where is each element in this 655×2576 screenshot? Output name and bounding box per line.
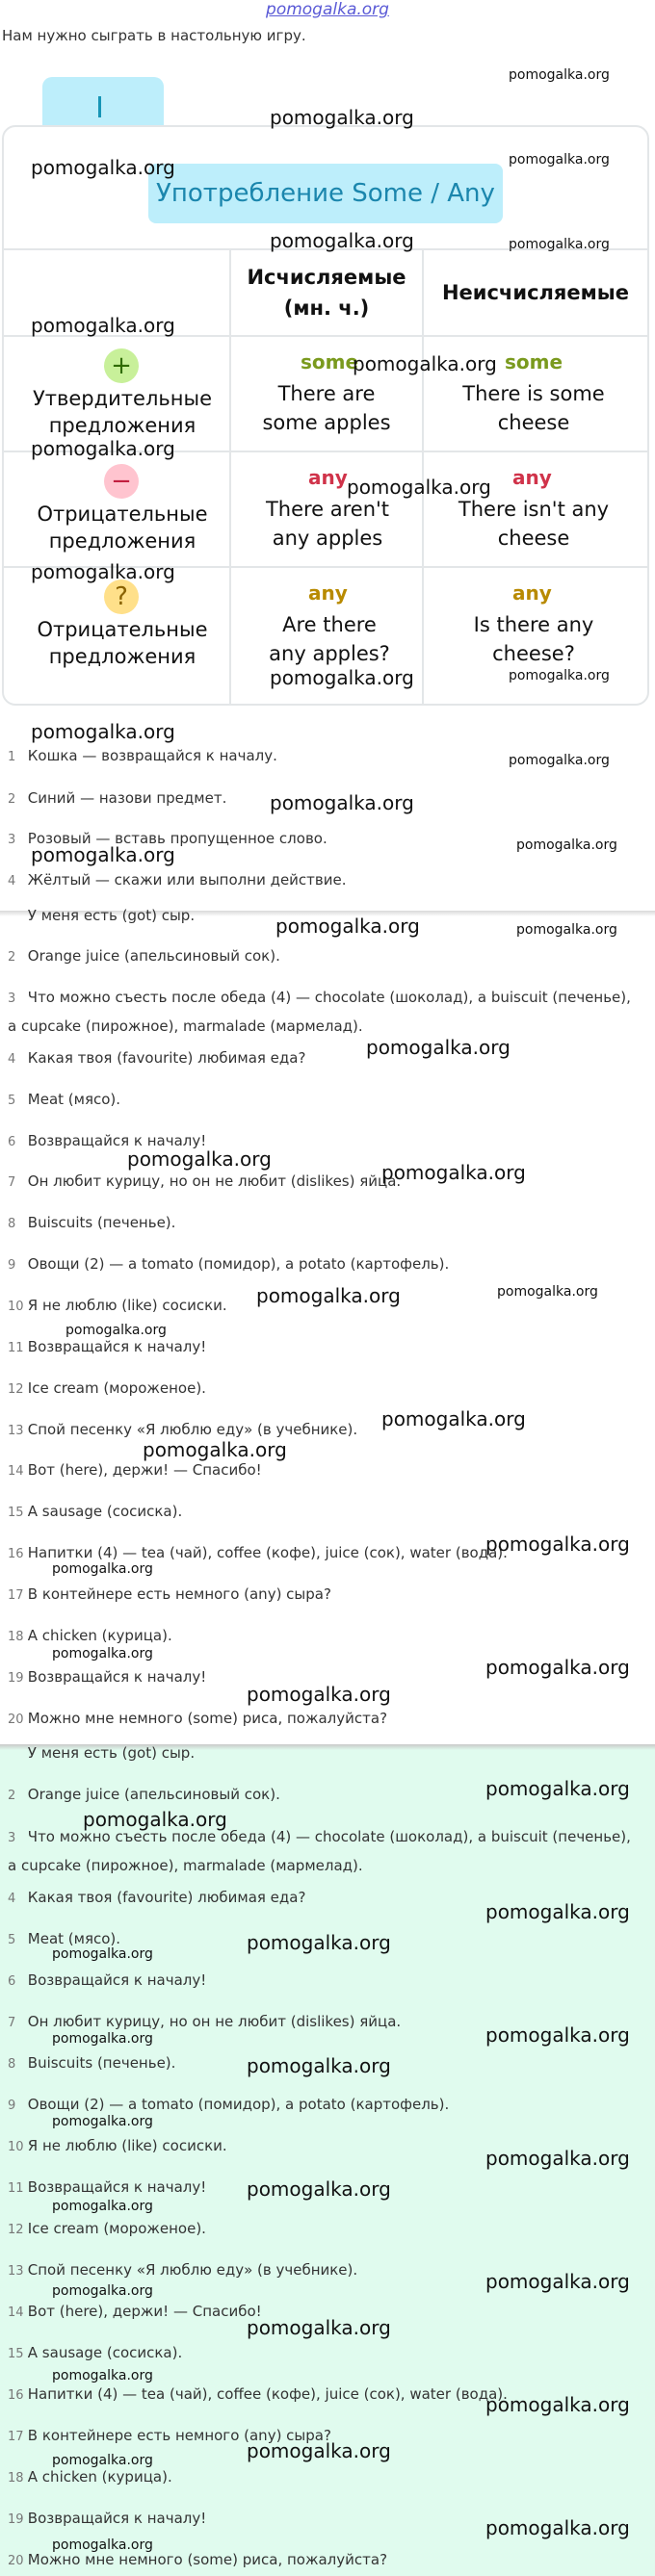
watermark: pomogalka.org: [52, 1561, 153, 1577]
watermark: pomogalka.org: [52, 1646, 153, 1662]
list-item: 3 Розовый — вставь пропущенное слово.: [8, 830, 328, 847]
list-item: 17 В контейнере есть немного (any) сыра?: [8, 1585, 331, 1603]
list-item: 12 Ice cream (мороженое).: [8, 1379, 206, 1397]
watermark: pomogalka.org: [485, 2393, 630, 2416]
watermark: pomogalka.org: [509, 668, 610, 683]
list-item: 9 Овощи (2) — a tomato (помидор), a potato (картофель).: [8, 1255, 450, 1273]
watermark: pomogalka.org: [52, 2537, 153, 2553]
watermark: pomogalka.org: [353, 352, 497, 375]
watermark: pomogalka.org: [497, 1284, 598, 1300]
watermark: pomogalka.org: [509, 237, 610, 252]
watermark: pomogalka.org: [275, 914, 420, 938]
plus-icon: +: [104, 348, 139, 383]
intro-text: Нам нужно сыграть в настольную игру.: [2, 27, 306, 44]
watermark: pomogalka.org: [127, 1147, 272, 1171]
list-item: 12 Ice cream (мороженое).: [8, 2220, 206, 2237]
list-item: 20 Можно мне немного (some) риса, пожалуйста?: [8, 2551, 388, 2568]
list-item: 3 Что можно съесть после обеда (4) — chocolate (шоколад), a buiscuit (печенье), a cupcake (пирожное), marmalade (мармелад).: [8, 989, 631, 1035]
watermark: pomogalka.org: [270, 791, 414, 814]
watermark: pomogalka.org: [516, 837, 617, 853]
watermark: pomogalka.org: [485, 2147, 630, 2170]
example-text: Are there any apples?: [269, 613, 390, 665]
watermark: pomogalka.org: [143, 1438, 287, 1461]
keyword-any: any: [308, 581, 348, 605]
example-text: Is there any cheese?: [473, 613, 594, 665]
watermark: pomogalka.org: [31, 560, 175, 583]
list-item: 4 Какая твоя (favourite) любимая еда?: [8, 1889, 306, 1906]
list-item: 8 Buiscuits (печенье).: [8, 2054, 176, 2072]
list-item: 17 В контейнере есть немного (any) сыра?: [8, 2427, 331, 2444]
list-item: 18 A chicken (курица).: [8, 2468, 172, 2486]
watermark: pomogalka.org: [509, 753, 610, 768]
watermark: pomogalka.org: [509, 67, 610, 83]
watermark: pomogalka.org: [31, 843, 175, 866]
question-icon: ?: [104, 580, 139, 614]
watermark: pomogalka.org: [52, 2199, 153, 2214]
watermark: pomogalka.org: [270, 106, 414, 129]
watermark: pomogalka.org: [485, 2270, 630, 2293]
list-item: 7 Он любит курицу, но он не любит (dislikes) яйца.: [8, 2013, 402, 2030]
keyword-any: any: [512, 466, 552, 489]
watermark: pomogalka.org: [485, 1533, 630, 1556]
list-item: 2 Orange juice (апельсиновый сок).: [8, 947, 280, 965]
list-item: 8 Buiscuits (печенье).: [8, 1214, 176, 1231]
watermark: pomogalka.org: [52, 2453, 153, 2468]
watermark: pomogalka.org: [516, 922, 617, 938]
list-item: 20 Можно мне немного (some) риса, пожалуйста?: [8, 1710, 388, 1727]
list-item: 19 Возвращайся к началу!: [8, 2510, 207, 2527]
list-item: 10 Я не люблю (like) сосиски.: [8, 1297, 227, 1314]
list-item: 13 Спой песенку «Я люблю еду» (в учебнике).: [8, 2261, 358, 2279]
watermark: pomogalka.org: [52, 2283, 153, 2299]
watermark: pomogalka.org: [485, 2023, 630, 2047]
watermark: pomogalka.org: [256, 1284, 401, 1307]
watermark: pomogalka.org: [509, 152, 610, 167]
list-item: У меня есть (got) сыр.: [27, 1744, 196, 1762]
row-label-negative: Отрицательные предложения: [37, 502, 208, 553]
list-item: У меня есть (got) сыр.: [27, 907, 196, 924]
list-item: 14 Вот (here), держи! — Спасибо!: [8, 2303, 262, 2320]
grammar-title: Употребление Some / Any: [148, 164, 503, 223]
column-header-uncountable: Неисчисляемые: [441, 281, 630, 304]
list-item: 2 Синий — назови предмет.: [8, 789, 227, 807]
watermark: pomogalka.org: [270, 666, 414, 689]
list-item: 18 A chicken (курица).: [8, 1627, 172, 1644]
list-item: 19 Возвращайся к началу!: [8, 1668, 207, 1686]
watermark: pomogalka.org: [31, 314, 175, 337]
watermark: pomogalka.org: [485, 1656, 630, 1679]
minus-icon: −: [104, 464, 139, 499]
watermark: pomogalka.org: [347, 476, 491, 499]
watermark: pomogalka.org: [52, 1946, 153, 1962]
list-item: 6 Возвращайся к началу!: [8, 1132, 207, 1149]
keyword-any: any: [308, 466, 348, 489]
list-item: 5 Meat (мясо).: [8, 1930, 121, 1947]
list-item: 13 Спой песенку «Я люблю еду» (в учебнике).: [8, 1421, 358, 1438]
tab-marker-icon: [98, 96, 101, 117]
list-item: 10 Я не люблю (like) сосиски.: [8, 2137, 227, 2154]
list-item: 7 Он любит курицу, но он не любит (dislikes) яйца.: [8, 1172, 402, 1190]
site-logo[interactable]: pomogalka.org: [266, 0, 389, 19]
list-item: 1 Кошка — возвращайся к началу.: [8, 747, 277, 764]
example-text: There isn't any cheese: [458, 498, 610, 550]
watermark: pomogalka.org: [52, 2368, 153, 2383]
watermark: pomogalka.org: [247, 2439, 391, 2462]
watermark: pomogalka.org: [247, 1931, 391, 1954]
row-label-question: Отрицательные предложения: [37, 618, 208, 668]
list-item: 9 Овощи (2) — a tomato (помидор), a potato (картофель).: [8, 2096, 450, 2113]
list-item: 11 Возвращайся к началу!: [8, 2178, 207, 2196]
watermark: pomogalka.org: [83, 1808, 227, 1831]
list-item: 15 A sausage (сосиска).: [8, 2344, 183, 2361]
keyword-some: some: [505, 350, 563, 374]
watermark: pomogalka.org: [270, 229, 414, 252]
example-text: There is some cheese: [462, 382, 605, 434]
watermark: pomogalka.org: [366, 1036, 511, 1059]
watermark: pomogalka.org: [52, 2114, 153, 2129]
row-label-affirmative: Утвердительные предложения: [32, 387, 212, 437]
watermark: pomogalka.org: [66, 1323, 167, 1338]
keyword-some: some: [301, 350, 359, 374]
list-item: 4 Жёлтый — скажи или выполни действие.: [8, 871, 347, 889]
list-item: 4 Какая твоя (favourite) любимая еда?: [8, 1049, 306, 1067]
column-header-countable: Исчисляемые (мн. ч.): [247, 266, 406, 320]
watermark: pomogalka.org: [485, 2516, 630, 2539]
watermark: pomogalka.org: [247, 1683, 391, 1706]
list-item: 16 Напитки (4) — tea (чай), coffee (кофе), juice (сок), water (вода).: [8, 2385, 508, 2403]
keyword-any: any: [512, 581, 552, 605]
watermark: pomogalka.org: [31, 720, 175, 743]
example-text: There aren't any apples: [265, 498, 390, 550]
list-item: 14 Вот (here), держи! — Спасибо!: [8, 1461, 262, 1479]
watermark: pomogalka.org: [381, 1407, 526, 1430]
watermark: pomogalka.org: [381, 1161, 526, 1184]
watermark: pomogalka.org: [485, 1900, 630, 1923]
list-item: 11 Возвращайся к началу!: [8, 1338, 207, 1355]
watermark: pomogalka.org: [31, 156, 175, 179]
example-text: There are some apples: [262, 382, 391, 434]
watermark: pomogalka.org: [247, 2054, 391, 2077]
list-item: 2 Orange juice (апельсиновый сок).: [8, 1786, 280, 1803]
list-item: 16 Напитки (4) — tea (чай), coffee (кофе), juice (сок), water (вода).: [8, 1544, 508, 1561]
watermark: pomogalka.org: [247, 2177, 391, 2201]
list-item: 5 Meat (мясо).: [8, 1091, 121, 1108]
list-item: 3 Что можно съесть после обеда (4) — chocolate (шоколад), a buiscuit (печенье), a cupcake (пирожное), marmalade (мармелад).: [8, 1828, 631, 1874]
watermark: pomogalka.org: [247, 2316, 391, 2339]
watermark: pomogalka.org: [31, 437, 175, 460]
watermark: pomogalka.org: [52, 2031, 153, 2047]
list-item: 15 A sausage (сосиска).: [8, 1503, 183, 1520]
watermark: pomogalka.org: [485, 1777, 630, 1800]
list-item: 6 Возвращайся к началу!: [8, 1971, 207, 1989]
